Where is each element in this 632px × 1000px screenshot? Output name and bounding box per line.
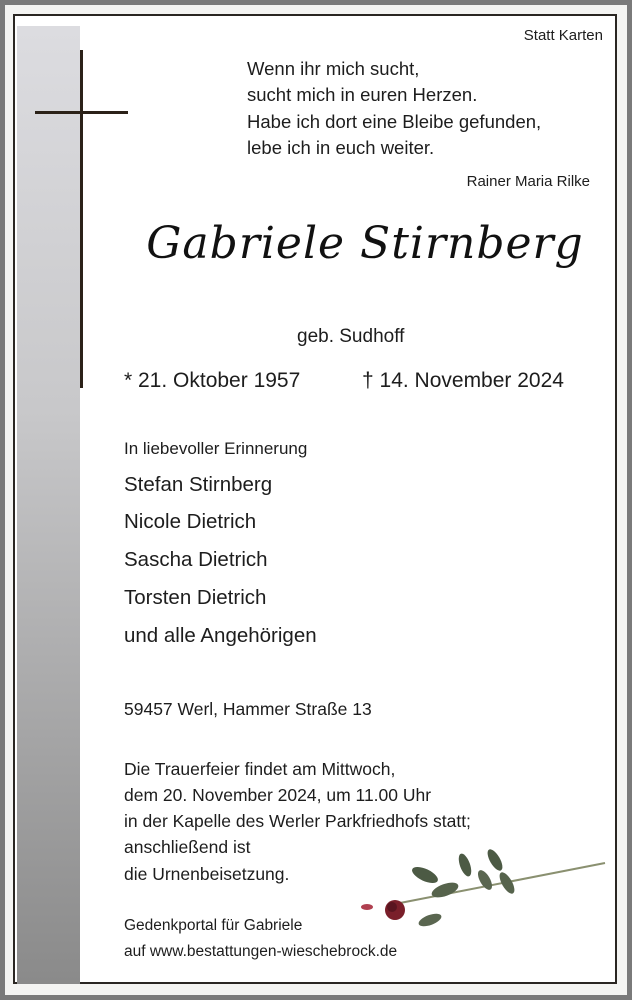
gray-side-strip xyxy=(17,26,80,984)
ceremony-line: dem 20. November 2024, um 11.00 Uhr xyxy=(124,785,432,805)
mourner-name: Torsten Dietrich xyxy=(124,586,267,609)
statt-karten: Statt Karten xyxy=(523,27,603,44)
address: 59457 Werl, Hammer Straße 13 xyxy=(124,699,372,719)
birth-name: geb. Sudhoff xyxy=(297,326,405,347)
notice-frame xyxy=(13,14,617,984)
poem-author: Rainer Maria Rilke xyxy=(466,173,590,190)
ceremony-line: anschließend ist xyxy=(124,837,251,857)
deceased-name: Gabriele Stirnberg xyxy=(146,218,584,269)
ceremony-line: in der Kapelle des Werler Parkfriedhofs statt; xyxy=(124,811,471,831)
poem-line: lebe ich in euch weiter. xyxy=(247,137,435,158)
mourners-intro: In liebevoller Erinnerung xyxy=(124,439,308,458)
poem-line: Wenn ihr mich sucht, xyxy=(247,58,420,79)
ceremony-line: Die Trauerfeier findet am Mittwoch, xyxy=(124,759,396,779)
poem-line: Habe ich dort eine Bleibe gefunden, xyxy=(247,111,542,132)
mourner-name: und alle Angehörigen xyxy=(124,624,317,647)
memorial-portal-link[interactable]: auf www.bestattungen-wieschebrock.de xyxy=(124,943,398,960)
death-date: † 14. November 2024 xyxy=(362,369,564,392)
ceremony-line: die Urnenbeisetzung. xyxy=(124,864,290,884)
mourner-name: Nicole Dietrich xyxy=(124,510,257,533)
rose-image xyxy=(345,845,610,940)
birth-date: * 21. Oktober 1957 xyxy=(124,369,301,392)
poem-line: sucht mich in euren Herzen. xyxy=(247,84,478,105)
mourner-name: Stefan Stirnberg xyxy=(124,473,273,496)
mourner-name: Sascha Dietrich xyxy=(124,548,268,571)
memorial-portal-text: Gedenkportal für Gabriele xyxy=(124,917,303,934)
